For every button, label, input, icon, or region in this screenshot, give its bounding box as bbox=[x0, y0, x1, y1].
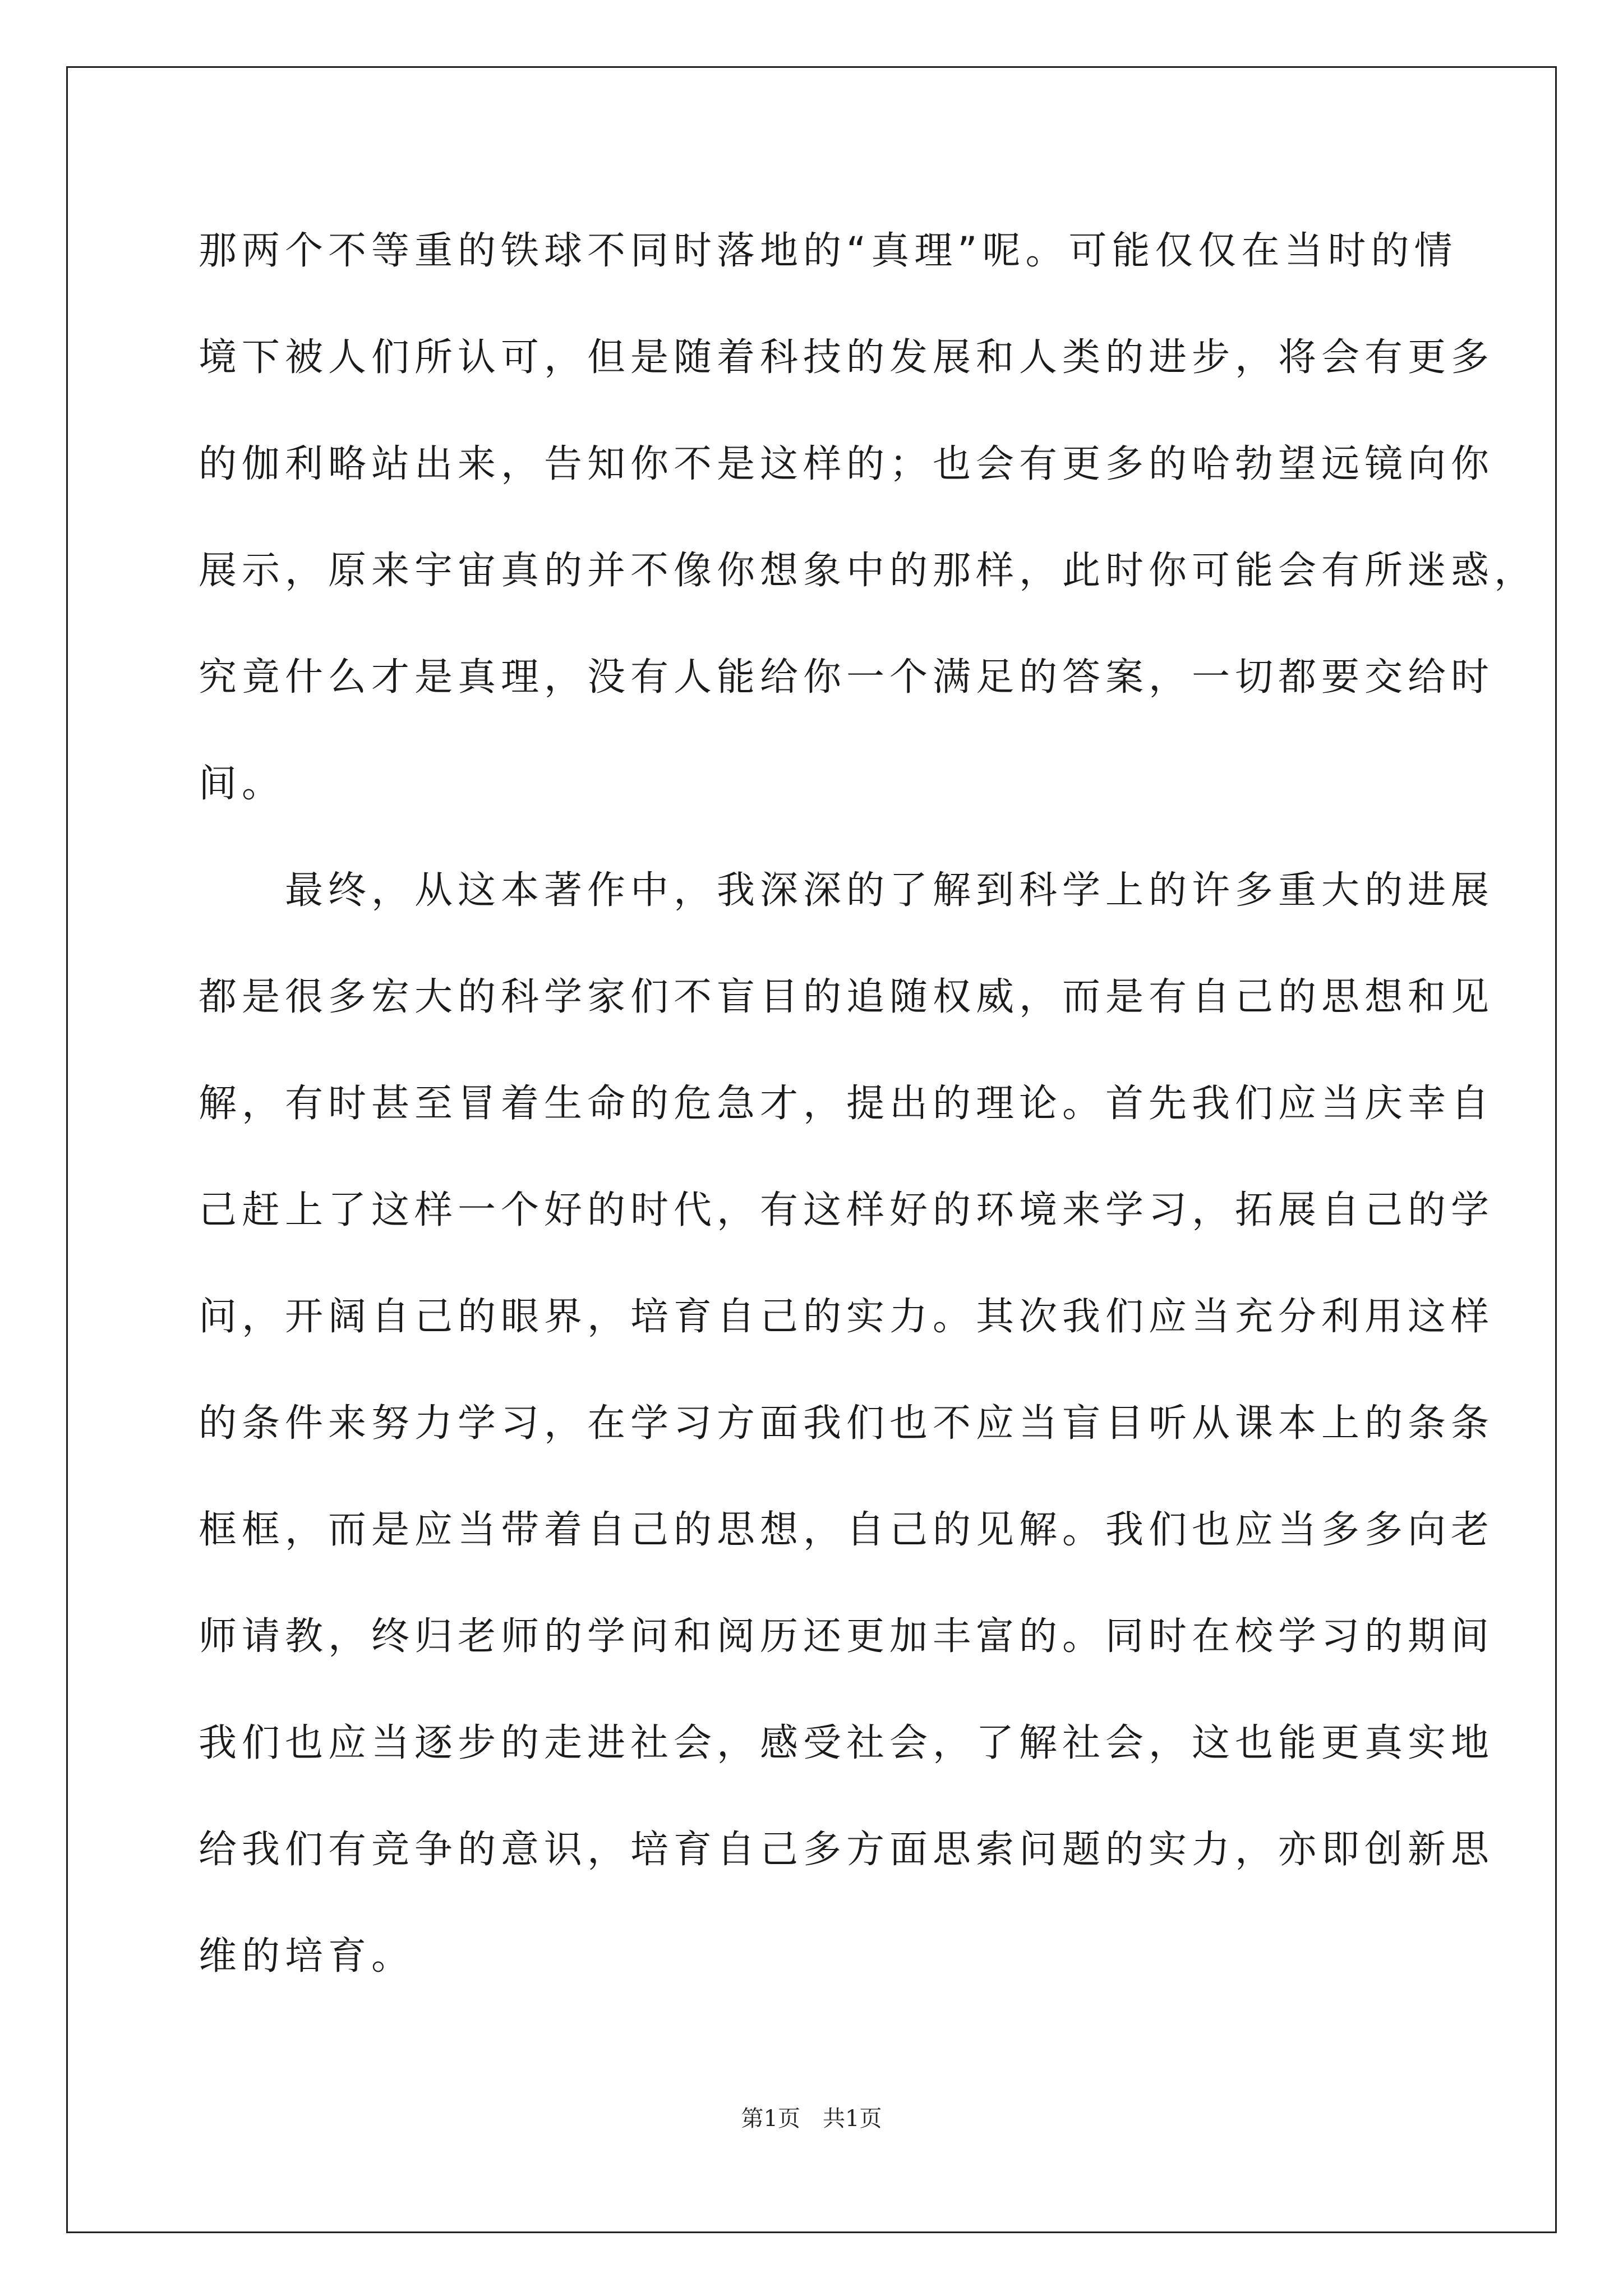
text-line: 最终，从这本著作中，我深深的了解到科学上的许多重大的进展 bbox=[199, 868, 1495, 913]
text-line: 间。 bbox=[199, 762, 285, 806]
text-line: 解，有时甚至冒着生命的危急才，提出的理论。首先我们应当庆幸自 bbox=[199, 1082, 1495, 1126]
text-line: 我们也应当逐步的走进社会，感受社会，了解社会，这也能更真实地 bbox=[199, 1721, 1495, 1765]
body-text bbox=[199, 219, 1538, 2031]
text-line: 框框，而是应当带着自己的思想，自己的见解。我们也应当多多向老 bbox=[199, 1508, 1495, 1552]
text-line: 究竟什么才是真理，没有人能给你一个满足的答案，一切都要交给时 bbox=[199, 655, 1495, 700]
text-line: 师请教，终归老师的学问和阅历还更加丰富的。同时在校学习的期间 bbox=[199, 1614, 1495, 1659]
text-line: 问，开阔自己的眼界，培育自己的实力。其次我们应当充分利用这样 bbox=[199, 1295, 1495, 1339]
text-line: 维的培育。 bbox=[199, 1934, 415, 1978]
text-line: 的条件来努力学习，在学习方面我们也不应当盲目听从课本上的条条 bbox=[199, 1401, 1495, 1446]
text-line: 展示，原来宇宙真的并不像你想象中的那样，此时你可能会有所迷惑， bbox=[199, 549, 1538, 593]
text-line: 那两个不等重的铁球不同时落地的“真理”呢。可能仅仅在当时的情 bbox=[199, 229, 1458, 273]
page-number-footer: 第1页 共1页 bbox=[741, 2106, 882, 2132]
text-line: 给我们有竞争的意识，培育自己多方面思索问题的实力，亦即创新思 bbox=[199, 1828, 1495, 1872]
text-line: 己赶上了这样一个好的时代，有这样好的环境来学习，拓展自己的学 bbox=[199, 1188, 1495, 1232]
text-line: 的伽利略站出来，告知你不是这样的；也会有更多的哈勃望远镜向你 bbox=[199, 442, 1495, 486]
text-line: 境下被人们所认可，但是随着科技的发展和人类的进步，将会有更多 bbox=[199, 335, 1495, 380]
text-line: 都是很多宏大的科学家们不盲目的追随权威，而是有自己的思想和见 bbox=[199, 975, 1495, 1019]
